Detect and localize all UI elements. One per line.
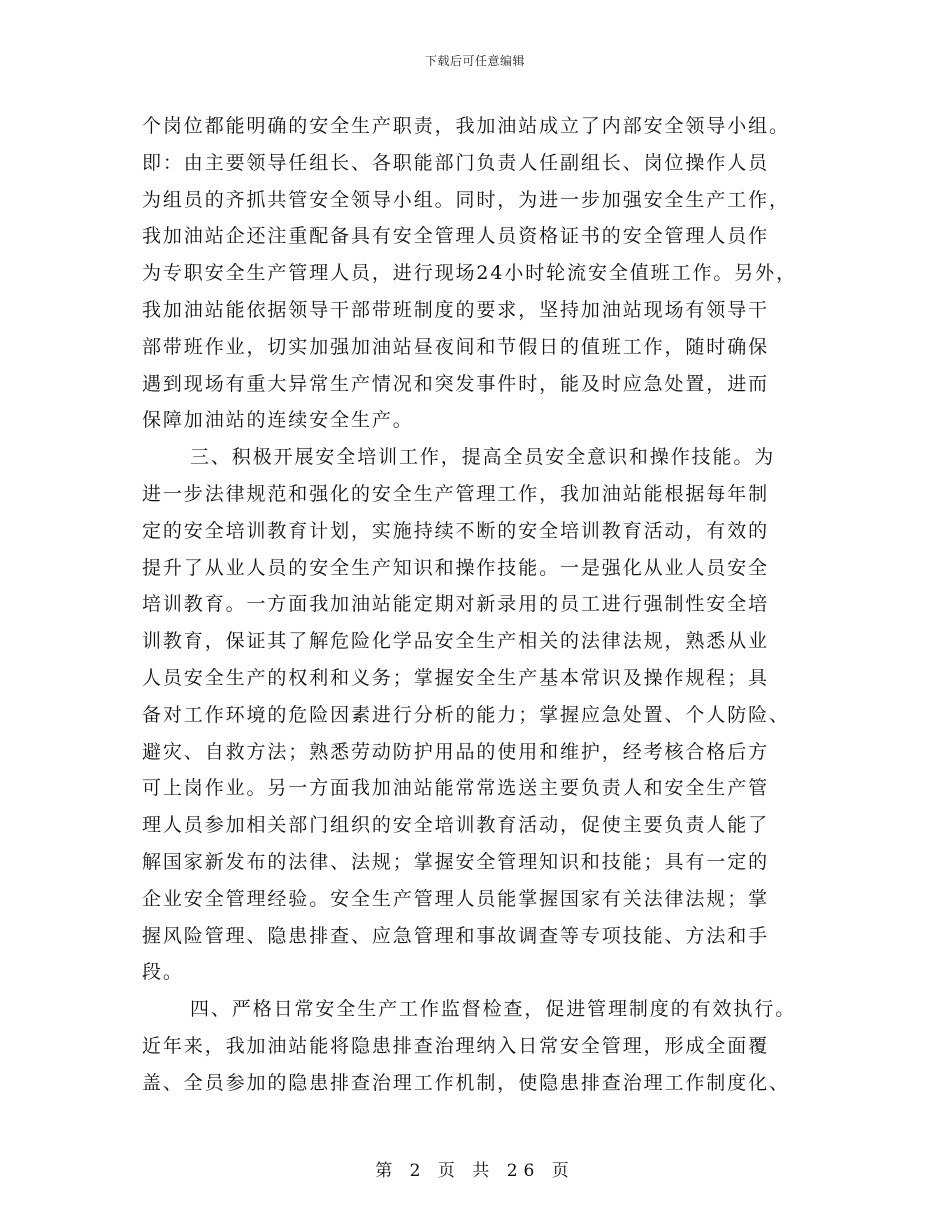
text-line: 为组员的齐抓共管安全领导小组。同时，为进一步加强安全生产工作， bbox=[142, 188, 790, 211]
text-line: 握风险管理、隐患排查、应急管理和事故调查等专项技能、方法和手 bbox=[142, 924, 770, 947]
text-line: 解国家新发布的法律、法规；掌握安全管理知识和技能；具有一定的 bbox=[142, 850, 770, 873]
text-line: 我加油站企还注重配备具有安全管理人员资格证书的安全管理人员作 bbox=[142, 225, 770, 248]
text-line: 即：由主要领导任组长、各职能部门负责人任副组长、岗位操作人员 bbox=[142, 151, 770, 174]
text-line: 盖、全员参加的隐患排查治理工作机制，使隐患排查治理工作制度化、 bbox=[142, 1071, 790, 1094]
text-line: 训教育，保证其了解危险化学品安全生产相关的法律法规，熟悉从业 bbox=[142, 630, 770, 653]
page-header: 下载后可任意编辑 bbox=[424, 54, 525, 68]
text-line: 可上岗作业。另一方面我加油站能常常选送主要负责人和安全生产管 bbox=[142, 777, 770, 800]
text-line: 定的安全培训教育计划，实施持续不断的安全培训教育活动，有效的 bbox=[142, 519, 770, 542]
text-line: 人员安全生产的权利和义务；掌握安全生产基本常识及操作规程；具 bbox=[142, 666, 770, 689]
text-line: 进一步法律规范和强化的安全生产管理工作，我加油站能根据每年制 bbox=[142, 482, 770, 505]
text-line: 我加油站能依据领导干部带班制度的要求，坚持加油站现场有领导干 bbox=[142, 298, 770, 321]
paragraph-start-line: 四、严格日常安全生产工作监督检查，促进管理制度的有效执行。 bbox=[190, 998, 797, 1021]
text-line: 部带班作业，切实加强加油站昼夜间和节假日的值班工作，随时确保 bbox=[142, 335, 770, 358]
text-line: 为专职安全生产管理人员，进行现场24小时轮流安全值班工作。另外， bbox=[142, 262, 797, 285]
paragraph-start-line: 三、积极开展安全培训工作，提高全员安全意识和操作技能。为 bbox=[190, 446, 776, 469]
text-line: 近年来，我加油站能将隐患排查治理纳入日常安全管理，形成全面覆 bbox=[142, 1034, 770, 1057]
text-line: 培训教育。一方面我加油站能定期对新录用的员工进行强制性安全培 bbox=[142, 593, 770, 616]
text-line: 遇到现场有重大异常生产情况和突发事件时，能及时应急处置，进而 bbox=[142, 372, 770, 395]
text-line: 提升了从业人员的安全生产知识和操作技能。一是强化从业人员安全 bbox=[142, 556, 770, 579]
text-line: 段。 bbox=[142, 961, 184, 984]
text-line: 保障加油站的连续安全生产。 bbox=[142, 409, 414, 432]
document-body bbox=[142, 108, 810, 1102]
text-line: 个岗位都能明确的安全生产职责，我加油站成立了内部安全领导小组。 bbox=[142, 115, 790, 137]
text-line: 理人员参加相关部门组织的安全培训教育活动，促使主要负责人能了 bbox=[142, 814, 770, 837]
text-line: 企业安全管理经验。安全生产管理人员能掌握国家有关法律法规；掌 bbox=[142, 887, 770, 910]
page-footer: 第 2 页 共 26 页 bbox=[375, 1161, 575, 1181]
text-line: 备对工作环境的危险因素进行分析的能力；掌握应急处置、个人防险、 bbox=[142, 703, 790, 726]
text-line: 避灾、自救方法；熟悉劳动防护用品的使用和维护，经考核合格后方 bbox=[142, 740, 770, 763]
